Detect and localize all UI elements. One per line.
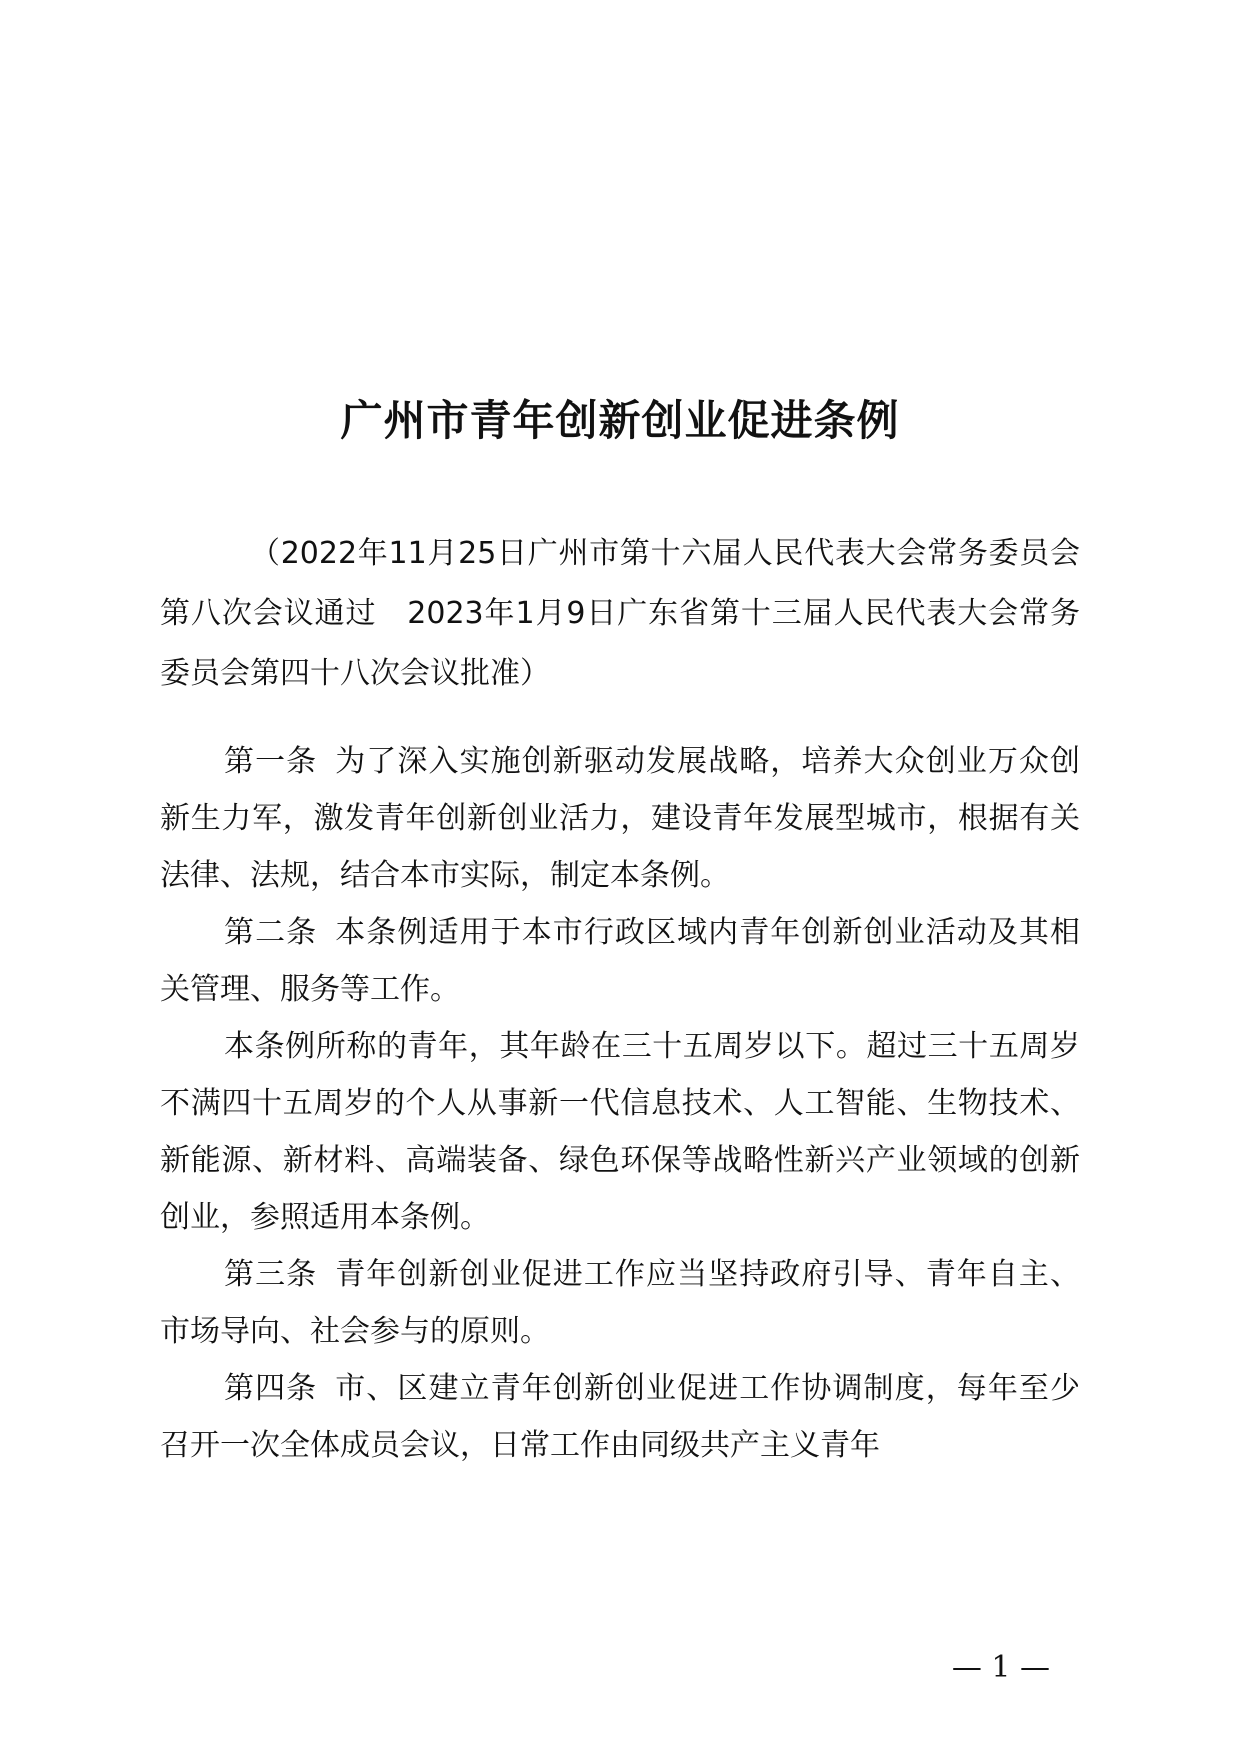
article-paragraph (160, 1246, 1080, 1360)
article-paragraph (160, 904, 1080, 1018)
continuation-paragraph (160, 1018, 1080, 1246)
article-number: 第三条 (224, 1257, 318, 1292)
article-paragraph (160, 733, 1080, 904)
adoption-note: （2022年11月25日广州市第十六届人民代表大会常务委员会第八次会议通过 2023年1月9日广东省第十三届人民代表大会常务委员会第四十八次会议批准） (160, 536, 1080, 691)
article-text: 本条例适用于本市行政区域内青年创新创业活动及其相关管理、服务等工作。 (160, 915, 1081, 1007)
document-title: 广州市青年创新创业促进条例 (340, 396, 900, 446)
article-number: 第一条 (224, 744, 318, 779)
page-number: — 1 — (951, 1650, 1050, 1685)
article-paragraph (160, 1360, 1080, 1474)
paragraph-text: 本条例所称的青年，其年龄在三十五周岁以下。超过三十五周岁不满四十五周岁的个人从事新一代信息技术、人工智能、生物技术、新能源、新材料、高端装备、绿色环保等战略性新兴产业领域的创新创业，参照适用本条例。 (160, 1029, 1080, 1235)
article-text: 青年创新创业促进工作应当坚持政府引导、青年自主、市场导向、社会参与的原则。 (160, 1257, 1081, 1349)
article-text: 市、区建立青年创新创业促进工作协调制度，每年至少召开一次全体成员会议，日常工作由同级共产主义青年 (160, 1371, 1081, 1463)
article-text: 为了深入实施创新驱动发展战略，培养大众创业万众创新生力军，激发青年创新创业活力，建设青年发展型城市，根据有关法律、法规，结合本市实际，制定本条例。 (160, 744, 1081, 893)
article-number: 第四条 (224, 1371, 318, 1406)
article-number: 第二条 (224, 915, 318, 950)
regulation-body (160, 733, 1080, 1474)
